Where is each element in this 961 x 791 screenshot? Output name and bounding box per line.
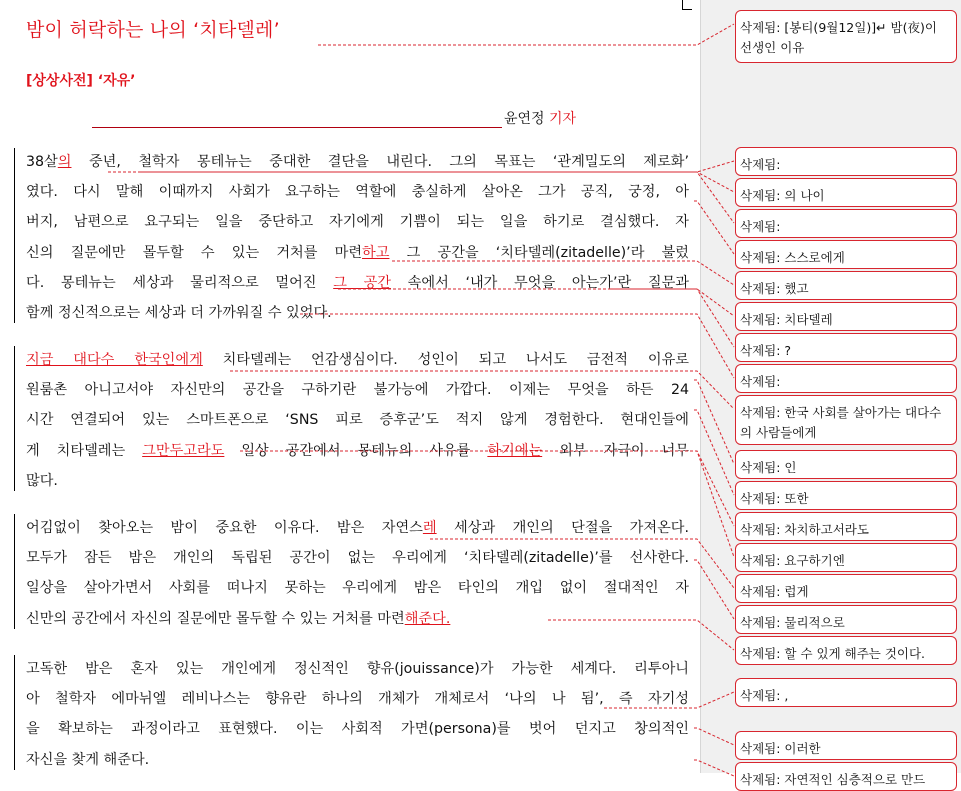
paragraph-line[interactable]: [26, 609, 689, 629]
comment-balloon[interactable]: 삭제됨: 요구하기엔: [735, 543, 957, 572]
section-label[interactable]: [상상사전] ‘자유’: [26, 73, 136, 89]
text-run: 고독한 밤은 혼자 있는 개인에게 정신적인 향유(jouissance)가 가능한 세계다. 리투아니: [26, 661, 689, 677]
text-run: 38살: [26, 154, 58, 170]
comment-balloon[interactable]: 삭제됨: ?: [735, 333, 957, 362]
text-run: 그 공간을 ‘치타델레(zitadelle)’라 불렀: [389, 244, 689, 261]
text-run: 함께 정신적으로는 세상과 더 가까워질 수 있었다.: [26, 305, 332, 321]
comment-balloon[interactable]: 삭제됨: 할 수 있게 해주는 것이다.: [735, 636, 957, 665]
change-bar: [14, 514, 15, 629]
paragraph-line[interactable]: [26, 578, 689, 598]
comment-balloon[interactable]: 삭제됨: 차치하고서라도: [735, 512, 957, 541]
text-run: 외부 자극이 너무: [542, 442, 689, 459]
paragraph-line[interactable]: [26, 212, 689, 232]
text-run: 아 철학자 에마뉘엘 레비나스는 향유란 하나의 개체가 개체로서 ‘나의 나 됨’, 즉 자기성: [26, 691, 689, 708]
comment-balloon[interactable]: 삭제됨: 스스로에게: [735, 240, 957, 269]
comment-balloon[interactable]: 삭제됨: [봉티(9월12일)]↵ 밤(夜)이 선생인 이유: [735, 10, 957, 63]
comment-balloon[interactable]: 삭제됨: 이러한: [735, 731, 957, 760]
text-run: 을 확보하는 과정이라고 표현했다. 이는 사회적 가면(persona)를 벗어 던지고 창의적인: [26, 721, 689, 738]
byline-rule: [92, 127, 502, 128]
paragraph-line[interactable]: [26, 471, 689, 491]
inserted-text: 지금 대다수 한국인에게: [26, 352, 203, 368]
comment-balloon[interactable]: 삭제됨:: [735, 209, 957, 238]
paragraph-line[interactable]: [26, 410, 689, 430]
text-run: 어김없이 찾아오는 밤이 중요한 이유다. 밤은 자연스: [26, 520, 423, 536]
comment-balloon[interactable]: 삭제됨:: [735, 364, 957, 393]
paragraph-line[interactable]: [26, 350, 689, 370]
paragraph-line[interactable]: [26, 441, 689, 461]
text-run: 속에서 ‘내가 무엇을 아는가’란 질문과: [390, 274, 689, 291]
paragraph-line[interactable]: [26, 750, 689, 770]
comment-balloon[interactable]: 삭제됨: 또한: [735, 481, 957, 510]
paragraph-line[interactable]: [26, 182, 689, 202]
inserted-text: 하기에는: [487, 442, 543, 459]
text-run: 자신을 찾게 해준다.: [26, 751, 150, 768]
text-run: 게 치타델레는: [26, 442, 143, 459]
text-run: 다. 몽테뉴는 세상과 물리적으로 멀어진: [26, 274, 334, 291]
comment-balloon[interactable]: 삭제됨: 했고: [735, 271, 957, 300]
text-run: 신의 질문에만 몰두할 수 있는 거처를 마련: [26, 244, 363, 261]
byline[interactable]: [504, 108, 576, 128]
comment-balloon[interactable]: 삭제됨: 자연적인 심층적으로 만드: [735, 762, 957, 791]
comment-balloon[interactable]: 삭제됨:: [735, 147, 957, 176]
paragraph-line[interactable]: [26, 719, 689, 739]
inserted-text: 하고: [362, 244, 390, 261]
text-run: 모두가 잠든 밤은 개인의 독립된 공간이 없는 우리에게 ‘치타델레(zitadelle)’를 선사한다.: [26, 550, 689, 567]
comment-balloon[interactable]: 삭제됨: 럽게: [735, 574, 957, 603]
comment-balloon[interactable]: 삭제됨: 인: [735, 450, 957, 479]
paragraph-line[interactable]: [26, 689, 689, 709]
paragraph-line[interactable]: [26, 243, 689, 263]
text-run: 신만의 공간에서 자신의 질문에만 몰두할 수 있는 거처를 마련: [26, 610, 405, 627]
paragraph-line[interactable]: [26, 380, 689, 400]
text-run: 중년, 철학자 몽테뉴는 중대한 결단을 내린다. 그의 목표는 ‘관계밀도의 제로화’: [71, 154, 689, 170]
text-run: 세상과 개인의 단절을 가져온다.: [436, 520, 689, 536]
comment-balloon[interactable]: 삭제됨: ,: [735, 678, 957, 707]
text-run: 시간 연결되어 있는 스마트폰으로 ‘SNS 피로 증후군’도 적지 않게 경험한다. 현대인들에: [26, 412, 689, 429]
inserted-text: 그 공간: [333, 274, 391, 291]
text-run: 였다. 다시 말해 이때까지 사회가 요구하는 역할에 충실하게 살아온 그가 공직, 궁정, 아: [26, 184, 689, 201]
comment-balloon[interactable]: 삭제됨: 치타델레: [735, 302, 957, 331]
comment-balloon[interactable]: 삭제됨: 한국 사회를 살아가는 대다수의 사람들에게: [735, 395, 957, 445]
paragraph-line[interactable]: [26, 303, 689, 323]
change-bar: [14, 346, 15, 491]
byline-name: 윤연정: [504, 111, 545, 127]
text-run: 원룸촌 아니고서야 자신만의 공간을 구하기란 불가능에 가깝다. 이제는 무엇을 하든 24: [26, 382, 689, 399]
change-bar: [14, 148, 15, 323]
text-run: 일상을 살아가면서 사회를 떠나지 못하는 우리에게 밤은 타인의 개입 없이 절대적인 자: [26, 580, 689, 597]
comment-balloon[interactable]: 삭제됨: 물리적으로: [735, 605, 957, 634]
text-run: 버지, 남편으로 요구되는 일을 중단하고 자기에게 기쁨이 되는 일을 하기로 결심했다. 자: [26, 214, 689, 231]
article-title[interactable]: 밤이 허락하는 나의 ‘치타델레’: [26, 19, 280, 41]
text-run: 많다.: [26, 472, 58, 489]
inserted-text: 그만두고라도: [142, 442, 225, 459]
change-bar: [14, 655, 15, 770]
inserted-text: 레: [422, 520, 437, 536]
inserted-text: 해준다.: [404, 610, 451, 627]
paragraph-line[interactable]: [26, 518, 689, 538]
page-corner-mark-h: [682, 9, 692, 10]
byline-role: 기자: [549, 111, 577, 127]
paragraph-line[interactable]: [26, 548, 689, 568]
paragraph-line[interactable]: [26, 152, 689, 172]
paragraph-line[interactable]: [26, 273, 689, 293]
comment-balloon[interactable]: 삭제됨: 의 나이: [735, 178, 957, 207]
text-run: 일상 공간에서 몽테뉴의 사유를: [224, 442, 488, 459]
paragraph-line[interactable]: [26, 659, 689, 679]
text-run: 치타델레는 언감생심이다. 성인이 되고 나서도 금전적 이유로: [202, 352, 689, 368]
inserted-text: 의: [57, 154, 72, 170]
